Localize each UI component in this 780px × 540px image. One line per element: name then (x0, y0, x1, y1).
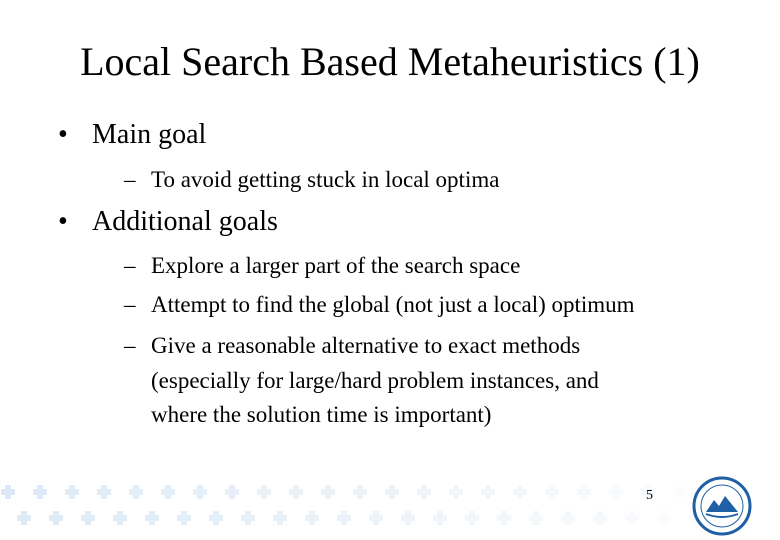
bullet-symbol: • (58, 206, 68, 237)
pattern-cross (513, 485, 527, 499)
subitem-continuation-line-2: where the solution time is important) (151, 402, 492, 427)
bullet-text: Main goal (92, 119, 207, 150)
bullet-main-goal (58, 118, 206, 152)
pattern-cross (417, 485, 431, 499)
pattern-cross (49, 511, 63, 525)
pattern-cross (273, 511, 287, 525)
dash-symbol: – (124, 333, 136, 358)
subitem-text: To avoid getting stuck in local optima (151, 167, 500, 192)
bullet-symbol: • (58, 119, 68, 150)
pattern-cross (1, 485, 15, 499)
pattern-cross (577, 485, 591, 499)
decorative-cross-pattern (0, 470, 700, 540)
page-number: 5 (646, 488, 653, 503)
pattern-cross (193, 485, 207, 499)
bullet-additional-goals (58, 205, 278, 239)
pattern-cross (481, 485, 495, 499)
pattern-cross (33, 485, 47, 499)
pattern-cross (145, 511, 159, 525)
subitem-alternative (124, 332, 580, 360)
pattern-cross (545, 485, 559, 499)
slide-title: Local Search Based Metaheuristics (1) (80, 39, 700, 84)
subitem-avoid-local-optima (124, 166, 499, 194)
pattern-cross (497, 511, 511, 525)
subitem-explore (124, 252, 520, 280)
pattern-cross (401, 511, 415, 525)
pattern-cross (321, 485, 335, 499)
pattern-cross (673, 485, 687, 499)
pattern-cross (97, 485, 111, 499)
pattern-cross (17, 511, 31, 525)
pattern-cross (609, 485, 623, 499)
pattern-cross (353, 485, 367, 499)
pattern-cross (289, 485, 303, 499)
subitem-continuation-line-1: (especially for large/hard problem instances, and (151, 368, 599, 393)
pattern-cross (129, 485, 143, 499)
bullet-text: Additional goals (92, 206, 278, 237)
pattern-cross (449, 485, 463, 499)
subitem-text: Explore a larger part of the search space (151, 253, 521, 278)
dash-symbol: – (124, 167, 136, 192)
pattern-cross (225, 485, 239, 499)
subitem-text: Attempt to find the global (not just a local) optimum (151, 292, 635, 317)
pattern-cross (241, 511, 255, 525)
pattern-cross (65, 485, 79, 499)
pattern-cross (625, 511, 639, 525)
dash-symbol: – (124, 292, 136, 317)
pattern-cross (465, 511, 479, 525)
pattern-cross (433, 511, 447, 525)
pattern-cross (177, 511, 191, 525)
pattern-cross (209, 511, 223, 525)
subitem-text: Give a reasonable alternative to exact methods (151, 333, 581, 358)
pattern-cross (161, 485, 175, 499)
pattern-cross (81, 511, 95, 525)
pattern-cross (657, 511, 671, 525)
pattern-cross (369, 511, 383, 525)
pattern-cross (305, 511, 319, 525)
subitem-global-optimum (124, 291, 635, 319)
pattern-cross (385, 485, 399, 499)
pattern-cross (337, 511, 351, 525)
dash-symbol: – (124, 253, 136, 278)
pattern-cross (529, 511, 543, 525)
university-logo-icon (692, 476, 752, 536)
pattern-cross (593, 511, 607, 525)
pattern-cross (561, 511, 575, 525)
pattern-cross (257, 485, 271, 499)
pattern-cross (113, 511, 127, 525)
